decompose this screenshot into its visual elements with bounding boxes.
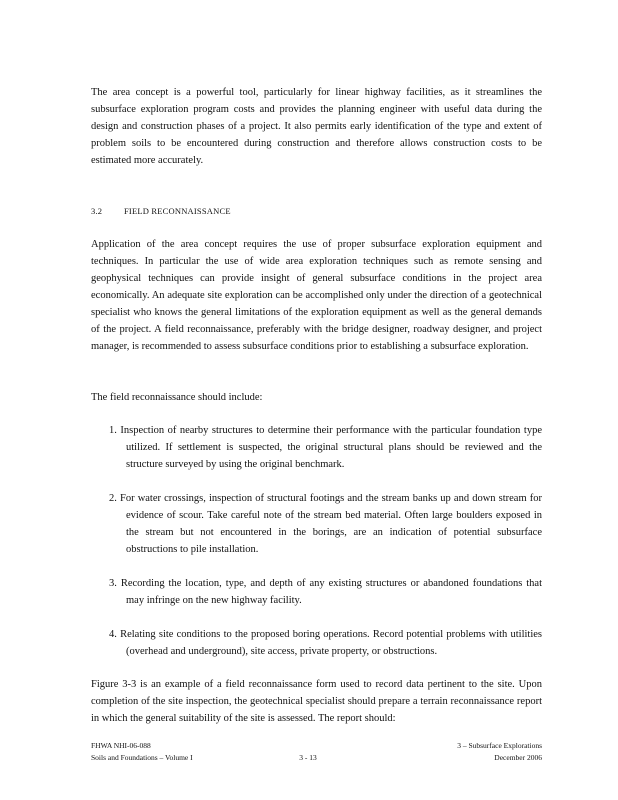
section-number: 3.2 — [91, 206, 103, 216]
footer-document-title: Soils and Foundations – Volume I — [91, 753, 193, 762]
list-item: 3. Recording the location, type, and depth of any existing structures or abandoned foundations that may infringe on the new highway facility. — [109, 578, 542, 606]
section-title: FIELD RECONNAISSANCE — [124, 206, 231, 216]
footer-right — [418, 740, 542, 764]
intro-paragraph: The area concept is a powerful tool, particularly for linear highway facilities, as it streamlines the subsurface exploration program costs and provides the planning engineer with useful data during the design and construction phases of a project. It also permits early identification of the type and extent of problem soils to be encountered during construction and therefore allows construction costs to be estimated more accurately. — [91, 87, 542, 166]
application-paragraph: Application of the area concept requires the use of proper subsurface exploration equipment and techniques. In particular the use of wide area exploration techniques such as remote sensing and geophysical techniques can provide insight of general subsurface conditions in the project area economically. An adequate site exploration can be accomplished only under the direction of a geotechnical specialist who knows the general limitations of the exploration equipment as well as the general demands of the project. A field reconnaissance, preferably with the bridge designer, roadway designer, and project manager, is recommended to assess subsurface conditions prior to establishing a subsurface exploration. — [91, 239, 542, 352]
list-intro: The field reconnaissance should include: — [91, 392, 263, 403]
footer-chapter: 3 – Subsurface Explorations — [457, 741, 542, 750]
footer-left — [91, 740, 291, 764]
footer-date: December 2006 — [494, 753, 542, 762]
list-item: 1. Inspection of nearby structures to determine their performance with the particular foundation type utilized. If settlement is suspected, the original structural plans should be reviewed and the structure surveyed by using the original benchmark. — [109, 425, 542, 470]
footer-publication-id: FHWA NHI-06-088 — [91, 741, 151, 750]
list-item: 2. For water crossings, inspection of structural footings and the stream banks up and down stream for evidence of scour. Take careful note of the stream bed material. Often large boulders exposed in the stream but not encountered in the borings, are an indication of potential subsurface obstructions to pile installation. — [109, 493, 542, 555]
section-heading — [91, 206, 231, 216]
closing-paragraph: Figure 3-3 is an example of a field reconnaissance form used to record data pertinent to the site. Upon completion of the site inspection, the geotechnical specialist should prepare a terrain reconnaissance report in which the general suitability of the site is assessed. The report should: — [91, 679, 542, 724]
page-number: 3 - 13 — [299, 753, 317, 762]
list-item: 4. Relating site conditions to the proposed boring operations. Record potential problems with utilities (overhead and underground), site access, private property, or obstructions. — [109, 629, 542, 657]
